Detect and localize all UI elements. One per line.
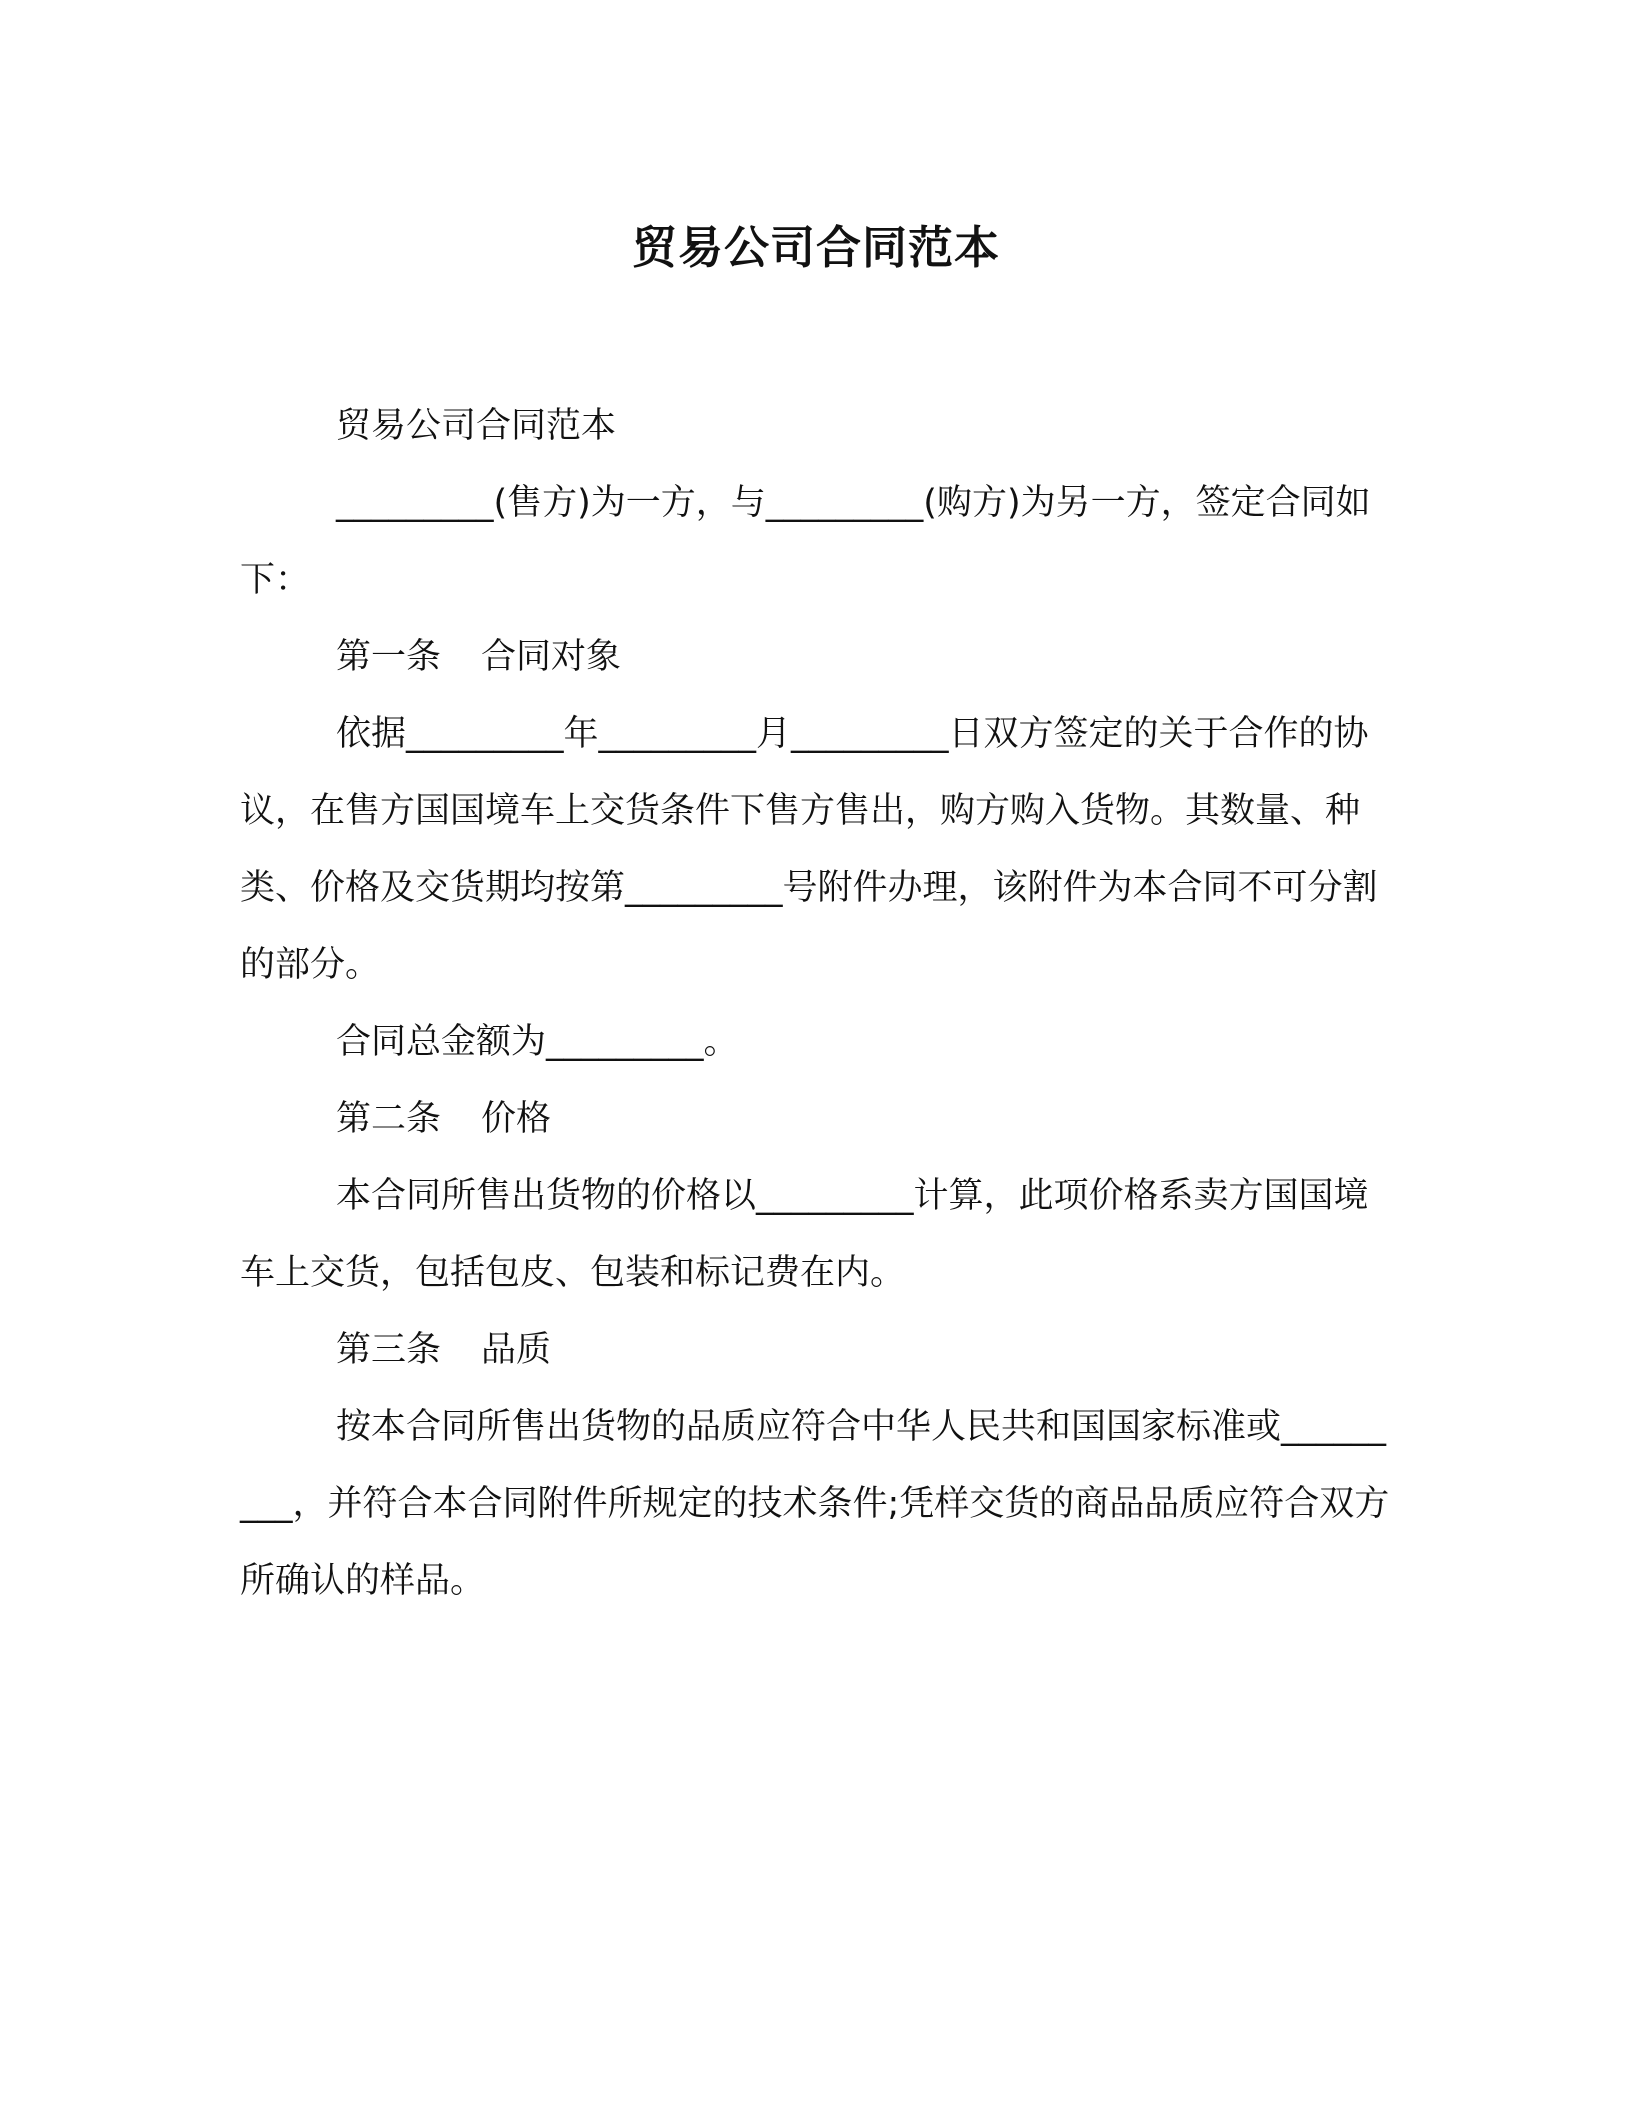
article-3-number: 第三条 — [336, 1330, 442, 1370]
intro-title-paragraph: 贸易公司合同范本 — [336, 406, 617, 446]
article-2-number: 第二条 — [336, 1099, 442, 1139]
article-3-name: 品质 — [481, 1330, 552, 1370]
article-3-body: 按本合同所售出货物的品质应符合中华人民共和国国家标准或_________，并符合本合同附件所规定的技术条件;凭样交货的商品品质应符合双方所确认的样品。 — [240, 1407, 1390, 1601]
article-2-name: 价格 — [481, 1099, 552, 1139]
total-amount-paragraph: 合同总金额为_________。 — [336, 1022, 739, 1062]
article-1-heading — [240, 619, 1390, 696]
article-1-name: 合同对象 — [481, 637, 622, 677]
document-title: 贸易公司合同范本 — [631, 221, 1000, 274]
article-2-heading — [240, 1081, 1390, 1158]
parties-paragraph: _________(售方)为一方，与_________(购方)为另一方，签定合同如下： — [240, 483, 1371, 600]
article-3-heading — [240, 1312, 1390, 1389]
article-1-body: 依据_________年_________月_________日双方签定的关于合作的协议，在售方国国境车上交货条件下售方售出，购方购入货物。其数量、种类、价格及交货期均按第_________号附件办理，该附件为本合同不可分割的部分。 — [240, 714, 1378, 985]
document-body — [240, 388, 1390, 1620]
article-1-number: 第一条 — [336, 637, 442, 677]
article-2-body: 本合同所售出货物的价格以_________计算，此项价格系卖方国国境车上交货，包括包皮、包装和标记费在内。 — [240, 1176, 1369, 1293]
